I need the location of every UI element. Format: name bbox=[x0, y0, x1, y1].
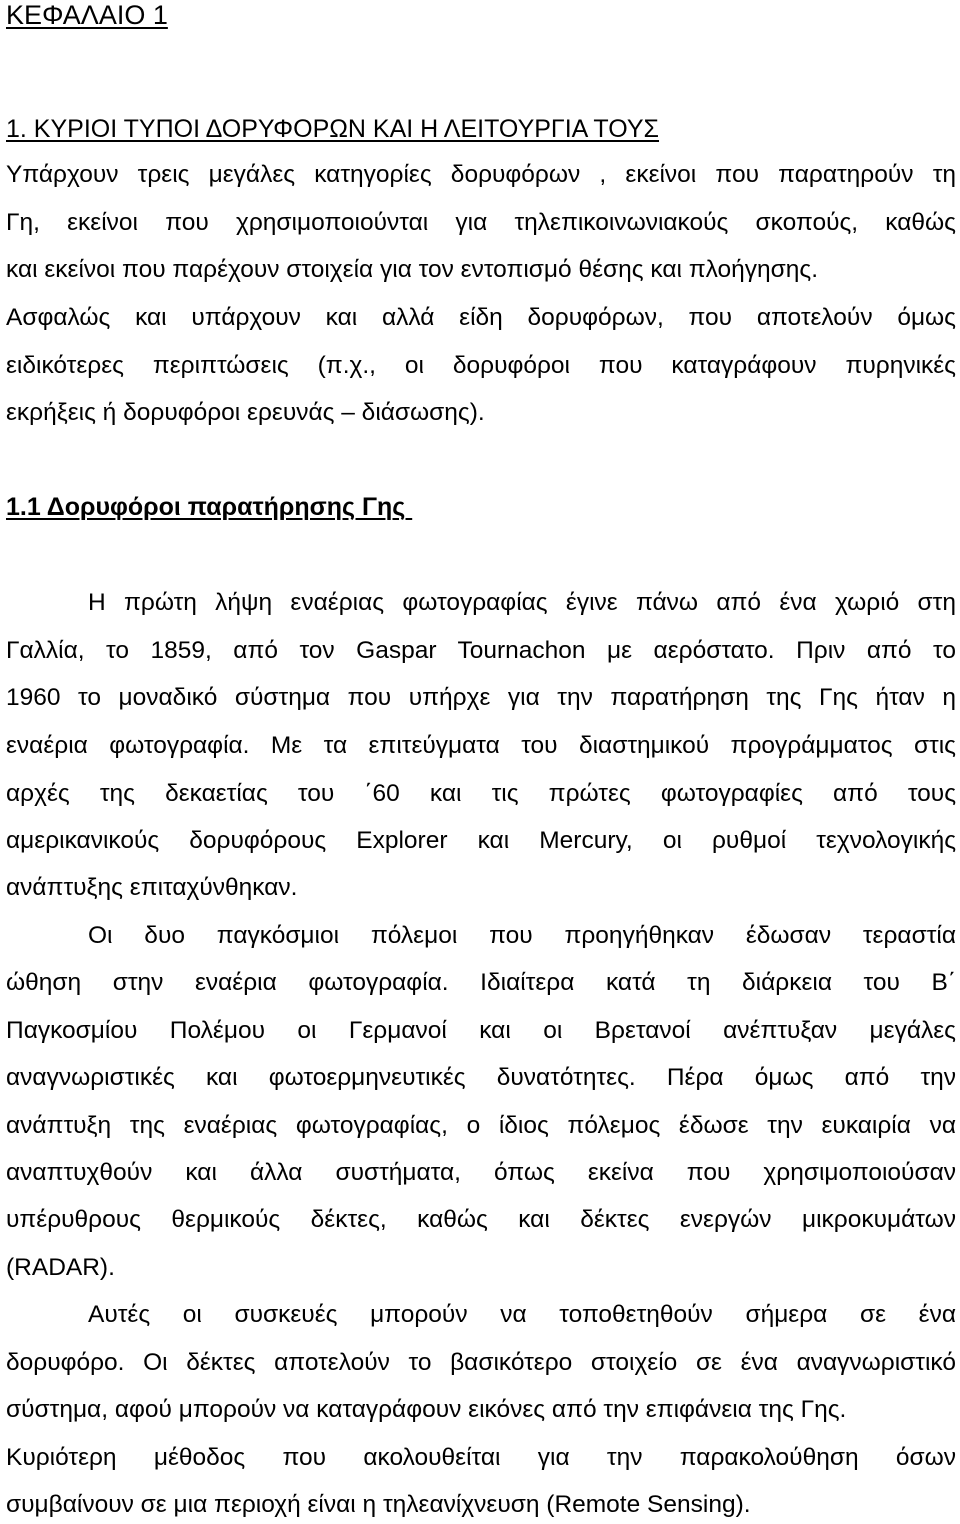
body-line: Η πρώτη λήψη εναέριας φωτογραφίας έγινε πάνω από ένα χωριό στη bbox=[88, 589, 956, 616]
body-line: Κυριότερη μέθοδος που ακολουθείται για την παρακολούθηση όσων bbox=[6, 1444, 956, 1471]
subsection-title: 1.1 Δορυφόροι παρατήρησης Γης bbox=[6, 493, 413, 521]
intro-line: Γη, εκείνοι που χρησιμοποιούνται για τηλεπικοινωνιακούς σκοπούς, καθώς bbox=[6, 209, 956, 236]
body-line: ώθηση στην εναέρια φωτογραφία. Ιδιαίτερα κατά τη διάρκεια του Β΄ bbox=[6, 969, 956, 996]
intro-line: και εκείνοι που παρέχουν στοιχεία για τον εντοπισμό θέσης και πλοήγησης. bbox=[6, 256, 819, 283]
body-line: Αυτές οι συσκευές μπορούν να τοποθετηθούν σήμερα σε ένα bbox=[88, 1301, 956, 1328]
body-line: αναπτυχθούν και άλλα συστήματα, όπως εκείνα που χρησιμοποιούσαν bbox=[6, 1159, 956, 1186]
intro-line: Υπάρχουν τρεις μεγάλες κατηγορίες δορυφόρων , εκείνοι που παρατηρούν τη bbox=[6, 161, 956, 188]
chapter-heading: ΚΕΦΑΛΑΙΟ 1 bbox=[6, 0, 168, 30]
body-line: αρχές της δεκαετίας του ΄60 και τις πρώτες φωτογραφίες από τους bbox=[6, 780, 956, 807]
body-line: Παγκοσμίου Πολέμου οι Γερμανοί και οι Βρετανοί ανέπτυξαν μεγάλες bbox=[6, 1017, 956, 1044]
body-line: 1960 το μοναδικό σύστημα που υπήρχε για την παρατήρηση της Γης ήταν η bbox=[6, 684, 956, 711]
body-line: (RADAR). bbox=[6, 1254, 115, 1281]
intro-line: Ασφαλώς και υπάρχουν και αλλά είδη δορυφόρων, που αποτελούν όμως bbox=[6, 304, 956, 331]
body-line: συμβαίνουν σε μια περιοχή είναι η τηλεανίχνευση (Remote Sensing). bbox=[6, 1491, 751, 1518]
body-line: ανάπτυξης επιταχύνθηκαν. bbox=[6, 874, 298, 901]
body-line: Οι δυο παγκόσμιοι πόλεμοι που προηγήθηκαν έδωσαν τεραστία bbox=[88, 922, 956, 949]
body-line: εναέρια φωτογραφία. Με τα επιτεύγματα του διαστημικού προγράμματος στις bbox=[6, 732, 956, 759]
body-line: ανάπτυξη της εναέριας φωτογραφίας, ο ίδιος πόλεμος έδωσε την ευκαιρία να bbox=[6, 1112, 956, 1139]
body-line: αμερικανικούς δορυφόρους Explorer και Mercury, οι ρυθμοί τεχνολογικής bbox=[6, 827, 956, 854]
body-line: αναγνωριστικές και φωτοερμηνευτικές δυνατότητες. Πέρα όμως από την bbox=[6, 1064, 956, 1091]
intro-line: ειδικότερες περιπτώσεις (π.χ., οι δορυφόροι που καταγράφουν πυρηνικές bbox=[6, 352, 956, 379]
section-title: 1. ΚΥΡΙΟΙ ΤΥΠΟΙ ΔΟΡΥΦΟΡΩΝ ΚΑΙ Η ΛΕΙΤΟΥΡΓΙΑ ΤΟΥΣ bbox=[6, 115, 660, 143]
body-line: δορυφόρο. Οι δέκτες αποτελούν το βασικότερο στοιχείο σε ένα αναγνωριστικό bbox=[6, 1349, 956, 1376]
body-line: σύστημα, αφού μπορούν να καταγράφουν εικόνες από την επιφάνεια της Γης. bbox=[6, 1396, 847, 1423]
body-line: Γαλλία, το 1859, από τον Gaspar Tournachon με αερόστατο. Πριν από το bbox=[6, 637, 956, 664]
body-line: υπέρυθρους θερμικούς δέκτες, καθώς και δέκτες ενεργών μικροκυμάτων bbox=[6, 1206, 956, 1233]
intro-line: εκρήξεις ή δορυφόροι ερευνάς – διάσωσης). bbox=[6, 399, 485, 426]
